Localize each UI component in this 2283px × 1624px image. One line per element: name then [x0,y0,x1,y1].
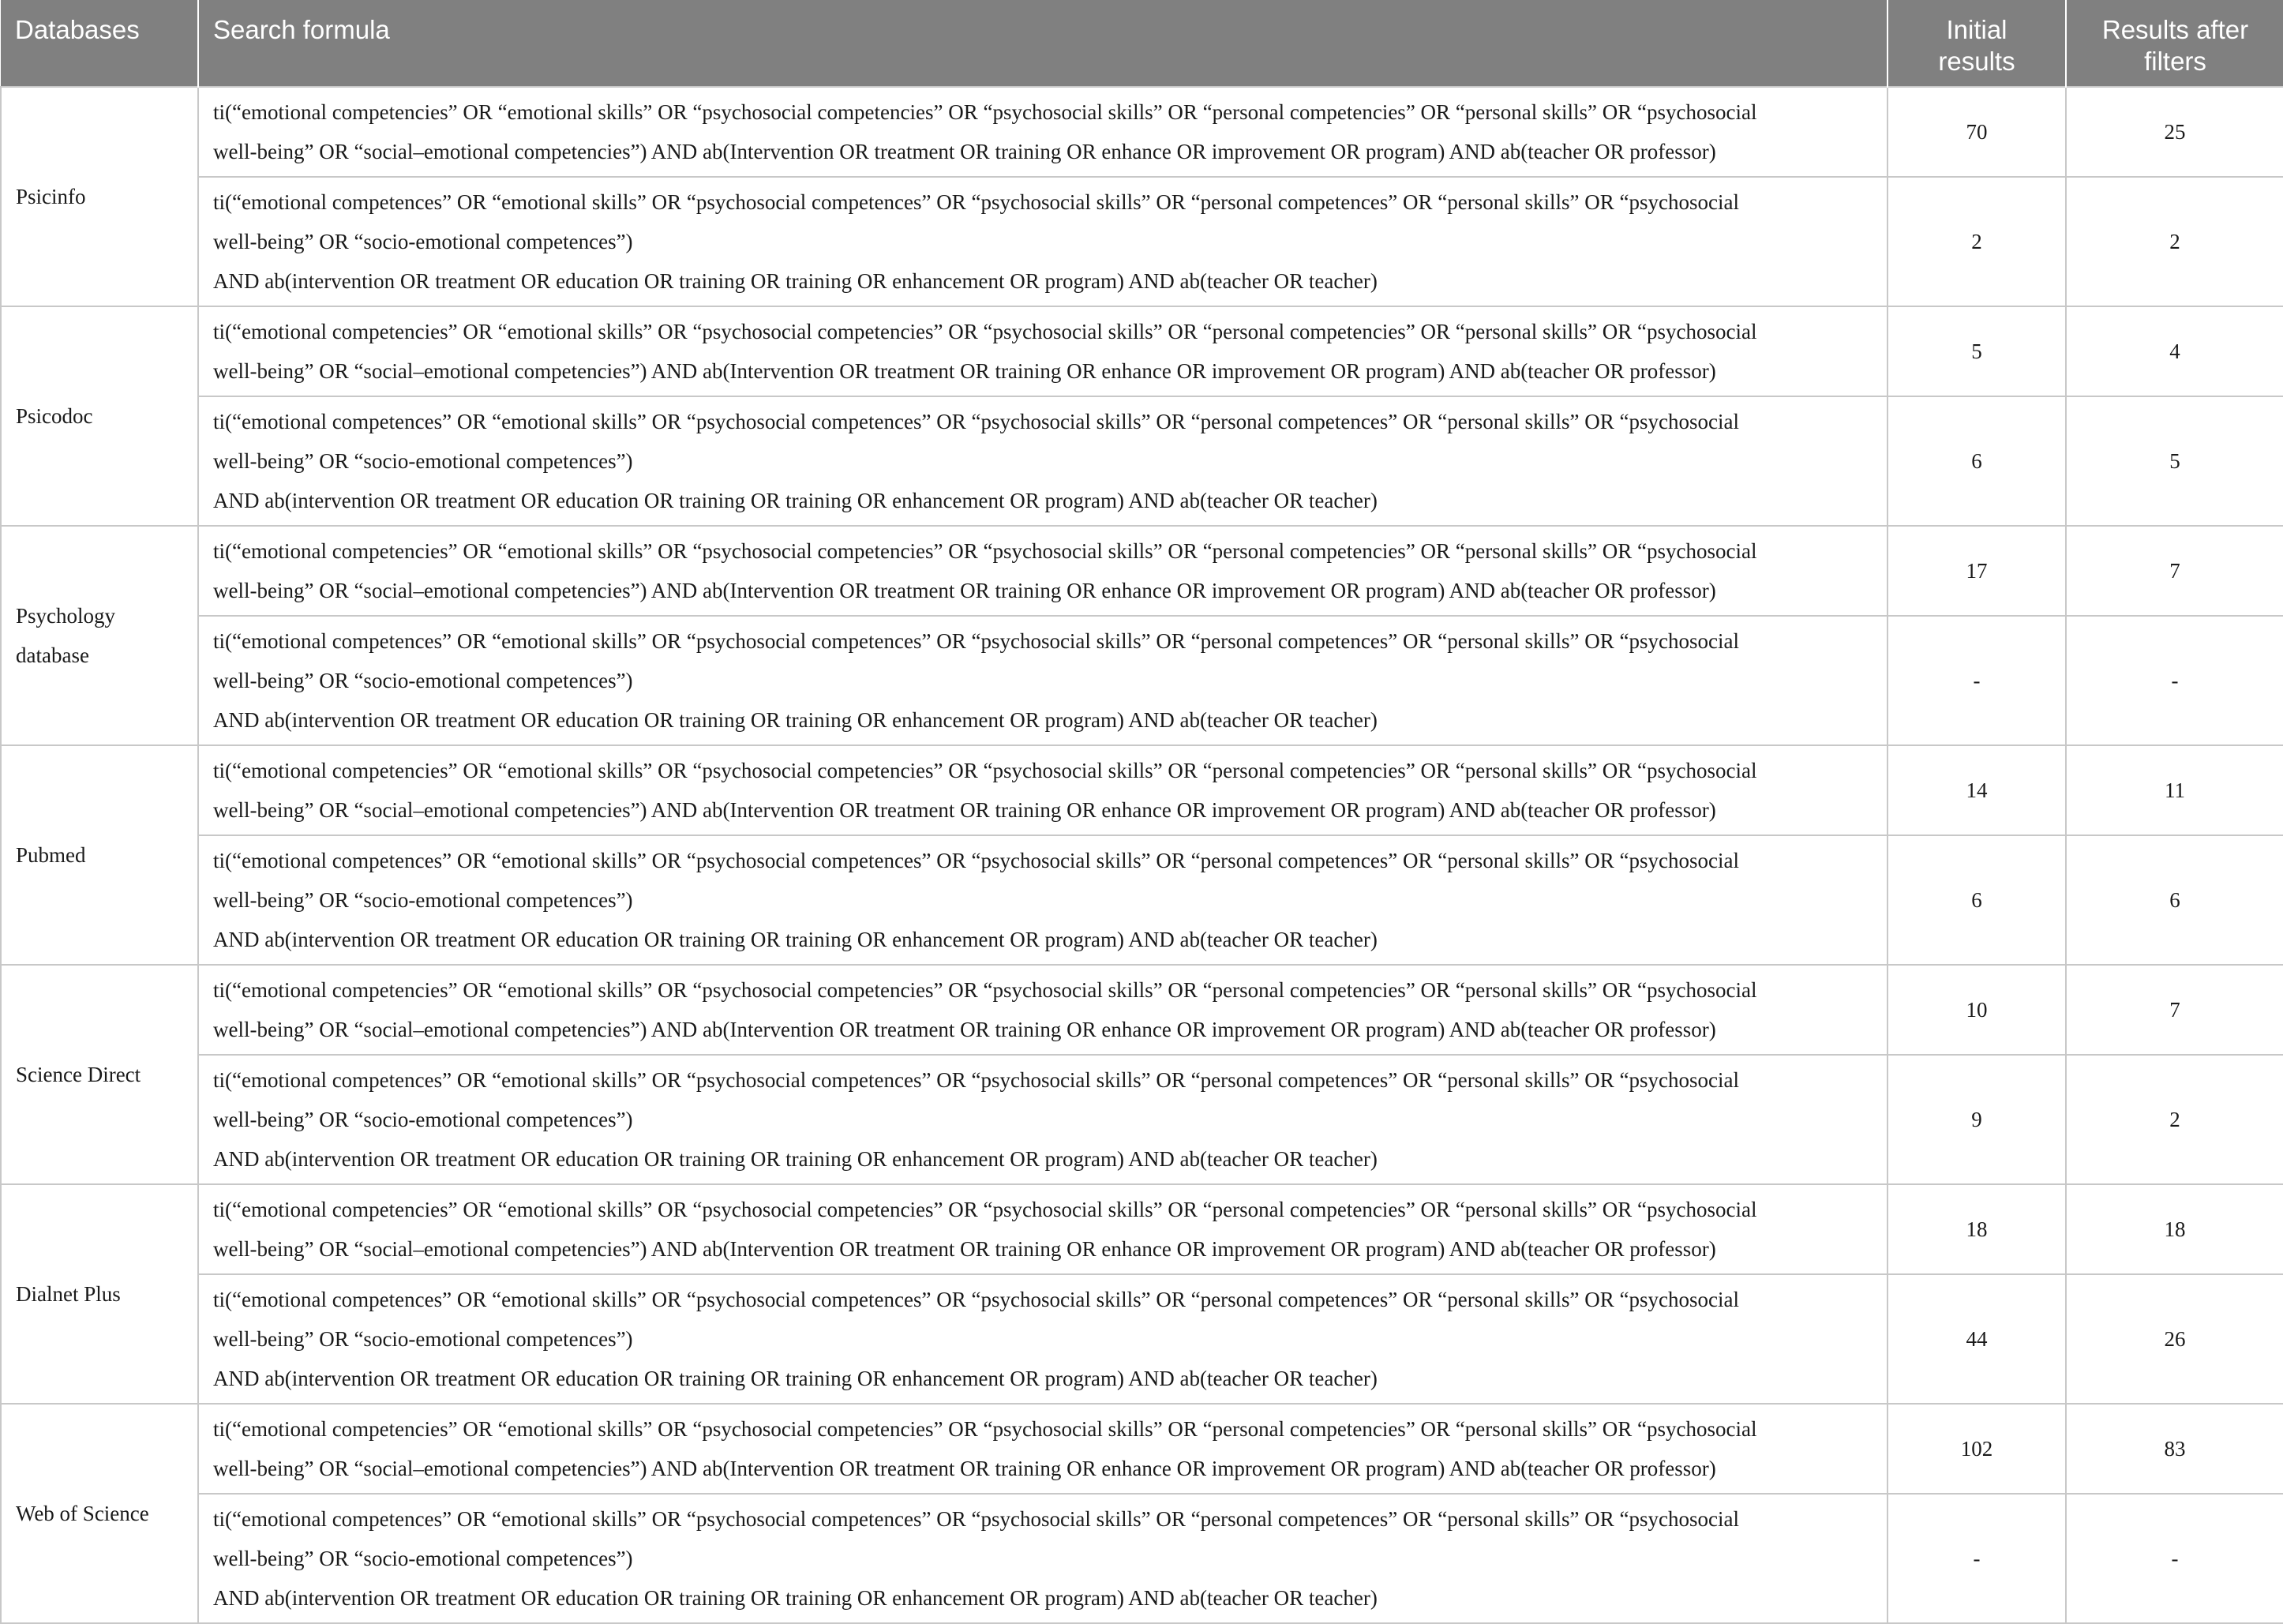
search-formula-line: ti(“emotional competences” OR “emotional skills” OR “psychosocial competences” OR “psychosocial skills” OR “personal competences” OR “personal skills” OR “psychosocial [213,849,1739,872]
table-row [1,1274,2283,1404]
header-after-line: Results after [2101,15,2249,44]
database-name-line: Psicinfo [16,185,86,208]
database-name-cell [1,745,198,965]
header-initial-line: results [1938,47,2015,76]
search-formula-line: well-being” OR “social–emotional competencies”) AND ab(Intervention OR treatment OR training OR enhance OR improvement OR program) AND ab(teacher OR professor) [213,359,1716,383]
search-formula-line: AND ab(intervention OR treatment OR education OR training OR training OR enhancement OR program) AND ab(teacher OR teacher) [213,269,1378,293]
results-after-filters-cell: 7 [2066,965,2283,1055]
header-after-line: filters [2144,47,2206,76]
search-formula-cell [198,396,1888,526]
search-formula-line: AND ab(intervention OR treatment OR education OR training OR training OR enhancement OR program) AND ab(teacher OR teacher) [213,1367,1378,1390]
initial-results-cell: 70 [1888,87,2066,177]
header-initial-results [1888,0,2066,87]
search-formula-line: ti(“emotional competencies” OR “emotional skills” OR “psychosocial competencies” OR “psychosocial skills” OR “personal competencies” OR “personal skills” OR “psychosocial [213,100,1757,124]
database-name-cell [1,1404,198,1623]
search-formula-line: AND ab(intervention OR treatment OR education OR training OR training OR enhancement OR program) AND ab(teacher OR teacher) [213,1147,1378,1171]
table-row [1,745,2283,835]
search-formula-line: AND ab(intervention OR treatment OR education OR training OR training OR enhancement OR program) AND ab(teacher OR teacher) [213,489,1378,512]
results-after-filters-cell: 6 [2066,835,2283,965]
results-after-filters-cell: 83 [2066,1404,2283,1494]
search-formula-cell [198,745,1888,835]
search-formula-line: well-being” OR “socio-emotional competences”) [213,669,633,692]
search-formula-line: well-being” OR “social–emotional competencies”) AND ab(Intervention OR treatment OR training OR enhance OR improvement OR program) AND ab(teacher OR professor) [213,579,1716,602]
results-after-filters-cell: 4 [2066,306,2283,396]
search-formula-cell [198,177,1888,306]
results-after-filters-cell: 2 [2066,1055,2283,1184]
search-formula-line: well-being” OR “social–emotional competencies”) AND ab(Intervention OR treatment OR training OR enhance OR improvement OR program) AND ab(teacher OR professor) [213,140,1716,163]
table-row [1,396,2283,526]
initial-results-cell: 18 [1888,1184,2066,1274]
results-after-filters-cell: - [2066,616,2283,745]
table-row [1,306,2283,396]
search-formula-line: well-being” OR “socio-emotional competences”) [213,888,633,912]
table-body [1,87,2283,1623]
database-name-line: Psychology [16,604,116,628]
results-after-filters-cell: 5 [2066,396,2283,526]
search-formula-line: well-being” OR “social–emotional competencies”) AND ab(Intervention OR treatment OR training OR enhance OR improvement OR program) AND ab(teacher OR professor) [213,798,1716,822]
search-formula-line: well-being” OR “socio-emotional competences”) [213,1327,633,1351]
initial-results-cell: 17 [1888,526,2066,616]
search-formula-line: well-being” OR “socio-emotional competences”) [213,230,633,253]
database-name-cell [1,1184,198,1404]
results-after-filters-cell: 11 [2066,745,2283,835]
initial-results-cell: 5 [1888,306,2066,396]
database-name-cell [1,965,198,1184]
database-name-cell [1,87,198,306]
search-formula-line: AND ab(intervention OR treatment OR education OR training OR training OR enhancement OR program) AND ab(teacher OR teacher) [213,1586,1378,1610]
search-formula-line: ti(“emotional competences” OR “emotional skills” OR “psychosocial competences” OR “psychosocial skills” OR “personal competences” OR “personal skills” OR “psychosocial [213,1507,1739,1531]
search-formula-line: well-being” OR “social–emotional competencies”) AND ab(Intervention OR treatment OR training OR enhance OR improvement OR program) AND ab(teacher OR professor) [213,1018,1716,1041]
database-name-line: Pubmed [16,843,86,867]
search-formula-line: ti(“emotional competencies” OR “emotional skills” OR “psychosocial competencies” OR “psychosocial skills” OR “personal competencies” OR “personal skills” OR “psychosocial [213,1198,1757,1221]
search-formula-cell [198,965,1888,1055]
search-formula-cell [198,835,1888,965]
initial-results-cell: - [1888,616,2066,745]
database-name-cell [1,526,198,745]
search-formula-cell [198,306,1888,396]
search-formula-cell [198,1404,1888,1494]
initial-results-cell: - [1888,1494,2066,1623]
table-row [1,177,2283,306]
results-after-filters-cell: - [2066,1494,2283,1623]
initial-results-cell: 2 [1888,177,2066,306]
table-row [1,87,2283,177]
search-formula-cell [198,616,1888,745]
search-formula-line: well-being” OR “socio-emotional competences”) [213,449,633,473]
results-after-filters-cell: 25 [2066,87,2283,177]
table-row [1,835,2283,965]
database-name-line: Psicodoc [16,404,93,428]
initial-results-cell: 44 [1888,1274,2066,1404]
header-databases: Databases [1,0,198,87]
header-search-formula: Search formula [198,0,1888,87]
search-formula-line: ti(“emotional competencies” OR “emotional skills” OR “psychosocial competencies” OR “psychosocial skills” OR “personal competencies” OR “personal skills” OR “psychosocial [213,978,1757,1002]
search-formula-line: well-being” OR “social–emotional competencies”) AND ab(Intervention OR treatment OR training OR enhance OR improvement OR program) AND ab(teacher OR professor) [213,1237,1716,1261]
search-formula-line: ti(“emotional competences” OR “emotional skills” OR “psychosocial competences” OR “psychosocial skills” OR “personal competences” OR “personal skills” OR “psychosocial [213,410,1739,433]
search-formula-cell [198,1494,1888,1623]
search-formula-line: ti(“emotional competences” OR “emotional skills” OR “psychosocial competences” OR “psychosocial skills” OR “personal competences” OR “personal skills” OR “psychosocial [213,1068,1739,1092]
search-formula-cell [198,526,1888,616]
database-name-line: database [16,643,89,667]
search-formula-line: ti(“emotional competencies” OR “emotional skills” OR “psychosocial competencies” OR “psychosocial skills” OR “personal competencies” OR “personal skills” OR “psychosocial [213,1417,1757,1441]
search-formula-cell [198,87,1888,177]
header-row [1,0,2283,87]
header-results-after-filters [2066,0,2283,87]
search-formula-line: well-being” OR “socio-emotional competences”) [213,1108,633,1131]
database-name-line: Web of Science [16,1502,149,1525]
results-after-filters-cell: 2 [2066,177,2283,306]
database-name-line: Science Direct [16,1063,141,1086]
search-formula-line: ti(“emotional competencies” OR “emotional skills” OR “psychosocial competencies” OR “psychosocial skills” OR “personal competencies” OR “personal skills” OR “psychosocial [213,539,1757,563]
search-formula-line: ti(“emotional competences” OR “emotional skills” OR “psychosocial competences” OR “psychosocial skills” OR “personal competences” OR “personal skills” OR “psychosocial [213,1288,1739,1311]
results-after-filters-cell: 18 [2066,1184,2283,1274]
search-formula-cell [198,1184,1888,1274]
table-row [1,1184,2283,1274]
database-name-line: Dialnet Plus [16,1282,121,1306]
initial-results-cell: 102 [1888,1404,2066,1494]
search-formula-cell [198,1055,1888,1184]
table-row [1,1055,2283,1184]
search-formula-line: AND ab(intervention OR treatment OR education OR training OR training OR enhancement OR program) AND ab(teacher OR teacher) [213,928,1378,951]
search-formula-line: well-being” OR “socio-emotional competences”) [213,1547,633,1570]
search-formula-line: well-being” OR “social–emotional competencies”) AND ab(Intervention OR treatment OR training OR enhance OR improvement OR program) AND ab(teacher OR professor) [213,1457,1716,1480]
search-formula-cell [198,1274,1888,1404]
search-formula-line: ti(“emotional competences” OR “emotional skills” OR “psychosocial competences” OR “psychosocial skills” OR “personal competences” OR “personal skills” OR “psychosocial [213,190,1739,214]
table-row [1,1404,2283,1494]
initial-results-cell: 6 [1888,396,2066,526]
initial-results-cell: 10 [1888,965,2066,1055]
initial-results-cell: 9 [1888,1055,2066,1184]
search-formula-line: ti(“emotional competences” OR “emotional skills” OR “psychosocial competences” OR “psychosocial skills” OR “personal competences” OR “personal skills” OR “psychosocial [213,629,1739,653]
search-formula-line: AND ab(intervention OR treatment OR education OR training OR training OR enhancement OR program) AND ab(teacher OR teacher) [213,708,1378,732]
table-row [1,965,2283,1055]
results-after-filters-cell: 26 [2066,1274,2283,1404]
database-name-cell [1,306,198,526]
initial-results-cell: 6 [1888,835,2066,965]
table-row [1,1494,2283,1623]
initial-results-cell: 14 [1888,745,2066,835]
table-row [1,616,2283,745]
results-after-filters-cell: 7 [2066,526,2283,616]
table-header [1,0,2283,87]
table-row [1,526,2283,616]
search-formula-line: ti(“emotional competencies” OR “emotional skills” OR “psychosocial competencies” OR “psychosocial skills” OR “personal competencies” OR “personal skills” OR “psychosocial [213,759,1757,782]
header-initial-line: Initial [1946,15,2007,44]
search-formula-line: ti(“emotional competencies” OR “emotional skills” OR “psychosocial competencies” OR “psychosocial skills” OR “personal competencies” OR “personal skills” OR “psychosocial [213,320,1757,343]
